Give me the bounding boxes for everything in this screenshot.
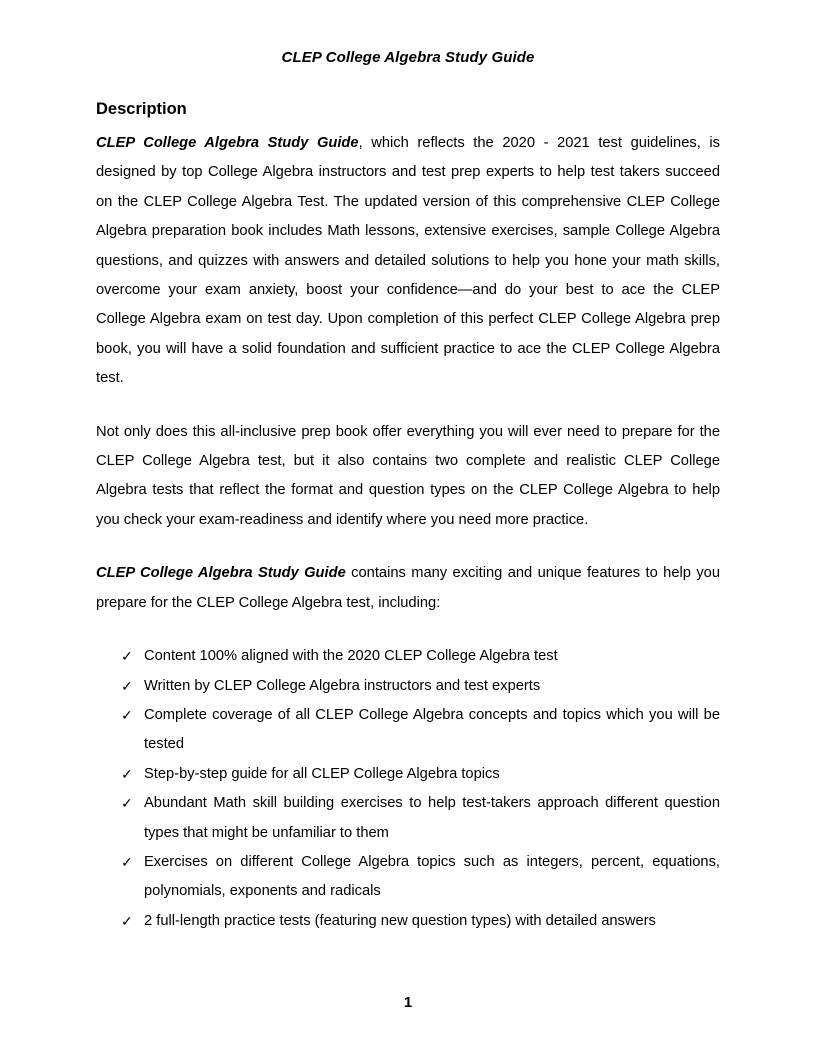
checkmark-icon: ✓ [121,648,133,665]
bullet-text: Exercises on different College Algebra topics such as integers, percent, equations, polynomials, exponents and radicals [144,853,720,900]
document-title: CLEP College Algebra Study Guide [281,49,535,66]
bullet-item [121,848,720,907]
checkmark-icon: ✓ [121,912,133,929]
paragraph-tests-text: Not only does this all-inclusive prep book offer everything you will ever need to prepare for the CLEP College Algebra test, but it also contains two complete and realistic CLEP College Algebra tests that reflect the format and question types on the CLEP College Algebra to help you check your exam-readiness and identify where you need more practice. [96,423,720,528]
page-number: 1 [403,994,413,1011]
bullet-text: Complete coverage of all CLEP College Algebra concepts and topics which you will be tested [144,706,720,753]
checkmark-icon: ✓ [121,677,133,694]
bullet-text: Content 100% aligned with the 2020 CLEP College Algebra test [144,648,558,665]
bullet-item [121,701,720,760]
bullet-item [121,907,720,936]
paragraph-intro [96,129,720,394]
bullet-item [121,672,720,701]
section-heading-description: Description [96,100,187,118]
bullet-text: Written by CLEP College Algebra instructors and test experts [144,677,541,694]
paragraph-intro-lead: CLEP College Algebra Study Guide [96,135,359,151]
bullet-item [121,760,720,789]
paragraph-tests [96,418,720,536]
checkmark-icon: ✓ [121,765,133,782]
checkmark-icon: ✓ [121,706,133,723]
bullet-item [121,642,720,671]
bullet-text: 2 full-length practice tests (featuring new question types) with detailed answers [144,912,656,929]
bullet-text: Step-by-step guide for all CLEP College Algebra topics [144,765,500,782]
bullet-item [121,789,720,848]
paragraph-features-lead: CLEP College Algebra Study Guide [96,565,346,582]
paragraph-features-text: contains many exciting and unique features to help you prepare for the CLEP College Algebra test, including: [96,565,720,611]
features-bullet-list [96,642,720,936]
checkmark-icon: ✓ [121,853,133,870]
paragraph-features [96,559,720,618]
checkmark-icon: ✓ [121,795,133,812]
page-content [96,0,720,936]
paragraph-intro-text: , which reflects the 2020 - 2021 test guidelines, is designed by top College Algebra instructors and test prep experts to help test takers succeed on the CLEP College Algebra Test. The updated version of this comprehensive CLEP College Algebra preparation book includes Math lessons, extensive exercises, sample College Algebra questions, and quizzes with answers and detailed solutions to help you hone your math skills, overcome your exam anxiety, boost your confidence—and do your best to ace the CLEP College Algebra exam on test day. Upon completion of this perfect CLEP College Algebra prep book, you will have a solid foundation and sufficient practice to ace the CLEP College Algebra test. [96,135,720,387]
bullet-text: Abundant Math skill building exercises to help test-takers approach different question types that might be unfamiliar to them [144,795,720,841]
